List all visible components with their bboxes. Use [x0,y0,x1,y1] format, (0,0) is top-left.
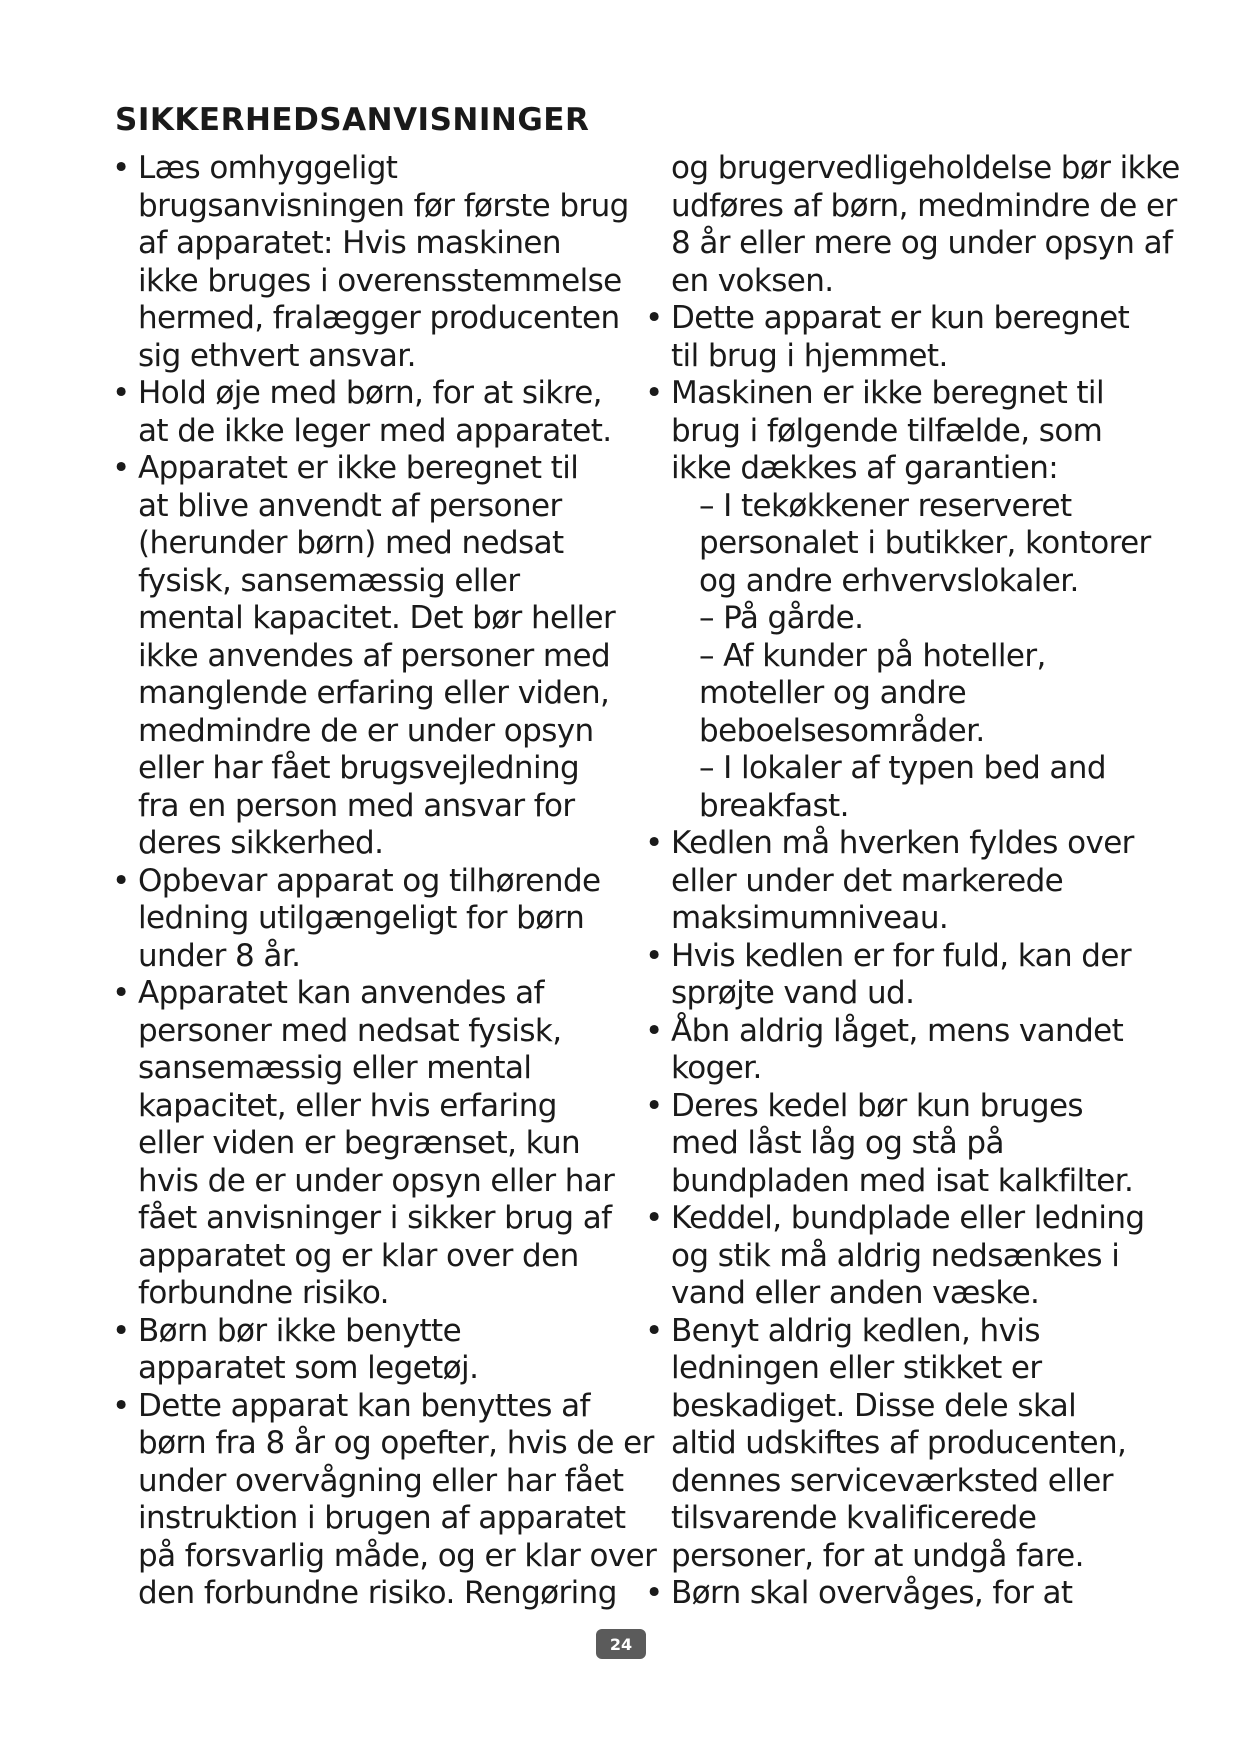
sub-item-line: – Af kunder på hoteller, [699,637,1046,674]
bullet-text: Benyt aldrig kedlen, hvis [671,1312,1040,1349]
continuation-line: eller viden er begrænset, kun [138,1125,581,1161]
bullet-line [112,1313,632,1351]
bullet-text: Hvis kedlen er for fuld, kan der [671,937,1131,974]
continuation-line: under overvågning eller har fået [138,1462,624,1499]
bullet-text: Læs omhyggeligt [138,150,398,186]
continuation-line: forbundne risiko. [138,1275,389,1311]
continuation-line: og stik må aldrig nedsænkes i [671,1237,1120,1274]
bullet-icon: • [112,375,130,411]
continuation-line: at de ikke leger med apparatet. [138,412,612,449]
bullet-line [645,1013,1165,1051]
bullet-line [645,825,1165,863]
bullet-line [112,150,632,188]
continuation-line: personer, for at undgå fare. [671,1537,1084,1574]
bullet-icon: • [645,937,663,974]
bullet-icon: • [645,1312,663,1349]
sub-item-line: og andre erhvervslokaler. [699,562,1079,599]
sub-item-line: beboelsesområder. [699,712,985,749]
bullet-line [645,1575,1165,1613]
bullet-line [645,375,1165,413]
continuation-line: børn fra 8 år og opefter, hvis de er [138,1425,654,1461]
continuation-line: bundpladen med isat kalkfilter. [671,1162,1134,1199]
bullet-text: Apparatet kan anvendes af [138,975,544,1011]
continuation-line: apparatet og er klar over den [138,1237,579,1274]
continuation-line: beskadiget. Disse dele skal [671,1387,1077,1424]
continuation-line: hermed, fralægger producenten [138,300,620,336]
continuation-line: ikke dækkes af garantien: [671,450,1059,486]
continuation-line: altid udskiftes af producenten, [671,1425,1127,1461]
continuation-line: brugsanvisningen før første brug [138,187,629,224]
continuation-line: fået anvisninger i sikker brug af [138,1200,612,1236]
continuation-line: fysisk, sansemæssig eller [138,562,520,599]
bullet-text: Dette apparat kan benyttes af [138,1387,590,1424]
continuation-line: af apparatet: Hvis maskinen [138,225,561,261]
continuation-line: koger. [671,1050,762,1086]
continuation-line: og brugervedligeholdelse bør ikke [671,150,1180,186]
bullet-icon: • [112,1387,130,1424]
continuation-line: under 8 år. [138,937,301,974]
continuation-line: manglende erfaring eller viden, [138,675,610,711]
bullet-line [112,1388,632,1426]
continuation-line: 8 år eller mere og under opsyn af [671,225,1173,261]
bullet-text: Opbevar apparat og tilhørende [138,862,601,899]
bullet-icon: • [645,1200,663,1236]
continuation-line: med låst låg og stå på [671,1125,1004,1161]
continuation-line: dennes serviceværksted eller [671,1462,1113,1499]
continuation-line: hvis de er under opsyn eller har [138,1162,615,1199]
continuation-line: instruktion i brugen af apparatet [138,1500,626,1536]
bullet-text: Dette apparat er kun beregnet [671,300,1130,336]
continuation-line: en voksen. [671,262,834,299]
continuation-line: fra en person med ansvar for [138,787,575,824]
bullet-text: Maskinen er ikke beregnet til [671,375,1104,411]
continuation-line: medmindre de er under opsyn [138,712,594,749]
bullet-line [112,975,632,1013]
page-title: SIKKERHEDSANVISNINGER [115,102,590,138]
continuation-line: at blive anvendt af personer [138,487,562,524]
bullet-line [112,375,632,413]
bullet-line [112,450,632,488]
bullet-text: Åbn aldrig låget, mens vandet [671,1012,1124,1049]
bullet-line [112,863,632,901]
continuation-line: deres sikkerhed. [138,825,384,861]
right-column [645,150,1180,1613]
bullet-text: Børn skal overvåges, for at [671,1575,1073,1611]
continuation-line: sprøjte vand ud. [671,975,915,1011]
bullet-icon: • [645,1575,663,1611]
left-column [112,150,657,1613]
sub-item-line: – I tekøkkener reserveret [699,487,1072,524]
bullet-line [645,1313,1165,1351]
continuation-line: sig ethvert ansvar. [138,337,416,374]
continuation-line: eller har fået brugsvejledning [138,750,580,786]
bullet-icon: • [112,150,130,186]
continuation-line: ledningen eller stikket er [671,1350,1042,1386]
sub-item-line: – På gårde. [699,600,864,636]
bullet-icon: • [112,975,130,1011]
bullet-text: Deres kedel bør kun bruges [671,1087,1083,1124]
continuation-line: eller under det markerede [671,862,1064,899]
continuation-line: ikke bruges i overensstemmelse [138,262,622,299]
continuation-line: til brug i hjemmet. [671,337,948,374]
bullet-icon: • [645,375,663,411]
bullet-line [645,300,1165,338]
page-number-badge: 24 [596,1629,646,1659]
bullet-text: Kedlen må hverken fyldes over [671,825,1134,861]
bullet-text: Apparatet er ikke beregnet til [138,450,579,486]
bullet-line [645,1200,1165,1238]
sub-item-line: breakfast. [699,787,849,824]
continuation-line: den forbundne risiko. Rengøring [138,1575,617,1611]
bullet-icon: • [645,300,663,336]
bullet-icon: • [645,1087,663,1124]
continuation-line: på forsvarlig måde, og er klar over [138,1537,657,1574]
sub-item-line: personalet i butikker, kontorer [699,525,1151,561]
continuation-line: brug i følgende tilfælde, som [671,412,1103,449]
bullet-icon: • [112,1312,130,1349]
continuation-line: mental kapacitet. Det bør heller [138,600,616,636]
bullet-icon: • [112,862,130,899]
continuation-line: tilsvarende kvalificerede [671,1500,1037,1536]
bullet-text: Keddel, bundplade eller ledning [671,1200,1145,1236]
continuation-line: (herunder børn) med nedsat [138,525,564,561]
bullet-text: Hold øje med børn, for at sikre, [138,375,602,411]
continuation-line: vand eller anden væske. [671,1275,1040,1311]
sub-item-line: moteller og andre [699,675,967,711]
continuation-line: personer med nedsat fysisk, [138,1012,562,1049]
continuation-line: ledning utilgængeligt for børn [138,900,585,936]
bullet-icon: • [112,450,130,486]
bullet-icon: • [645,825,663,861]
bullet-line [645,1088,1165,1126]
continuation-line: udføres af børn, medmindre de er [671,187,1177,224]
bullet-icon: • [645,1012,663,1049]
continuation-line: apparatet som legetøj. [138,1350,479,1386]
continuation-line: sansemæssig eller mental [138,1050,532,1086]
sub-item-line: – I lokaler af typen bed and [699,750,1106,786]
continuation-line: ikke anvendes af personer med [138,637,611,674]
bullet-text: Børn bør ikke benytte [138,1312,462,1349]
continuation-line: kapacitet, eller hvis erfaring [138,1087,557,1124]
continuation-line: maksimumniveau. [671,900,949,936]
bullet-line [645,938,1165,976]
